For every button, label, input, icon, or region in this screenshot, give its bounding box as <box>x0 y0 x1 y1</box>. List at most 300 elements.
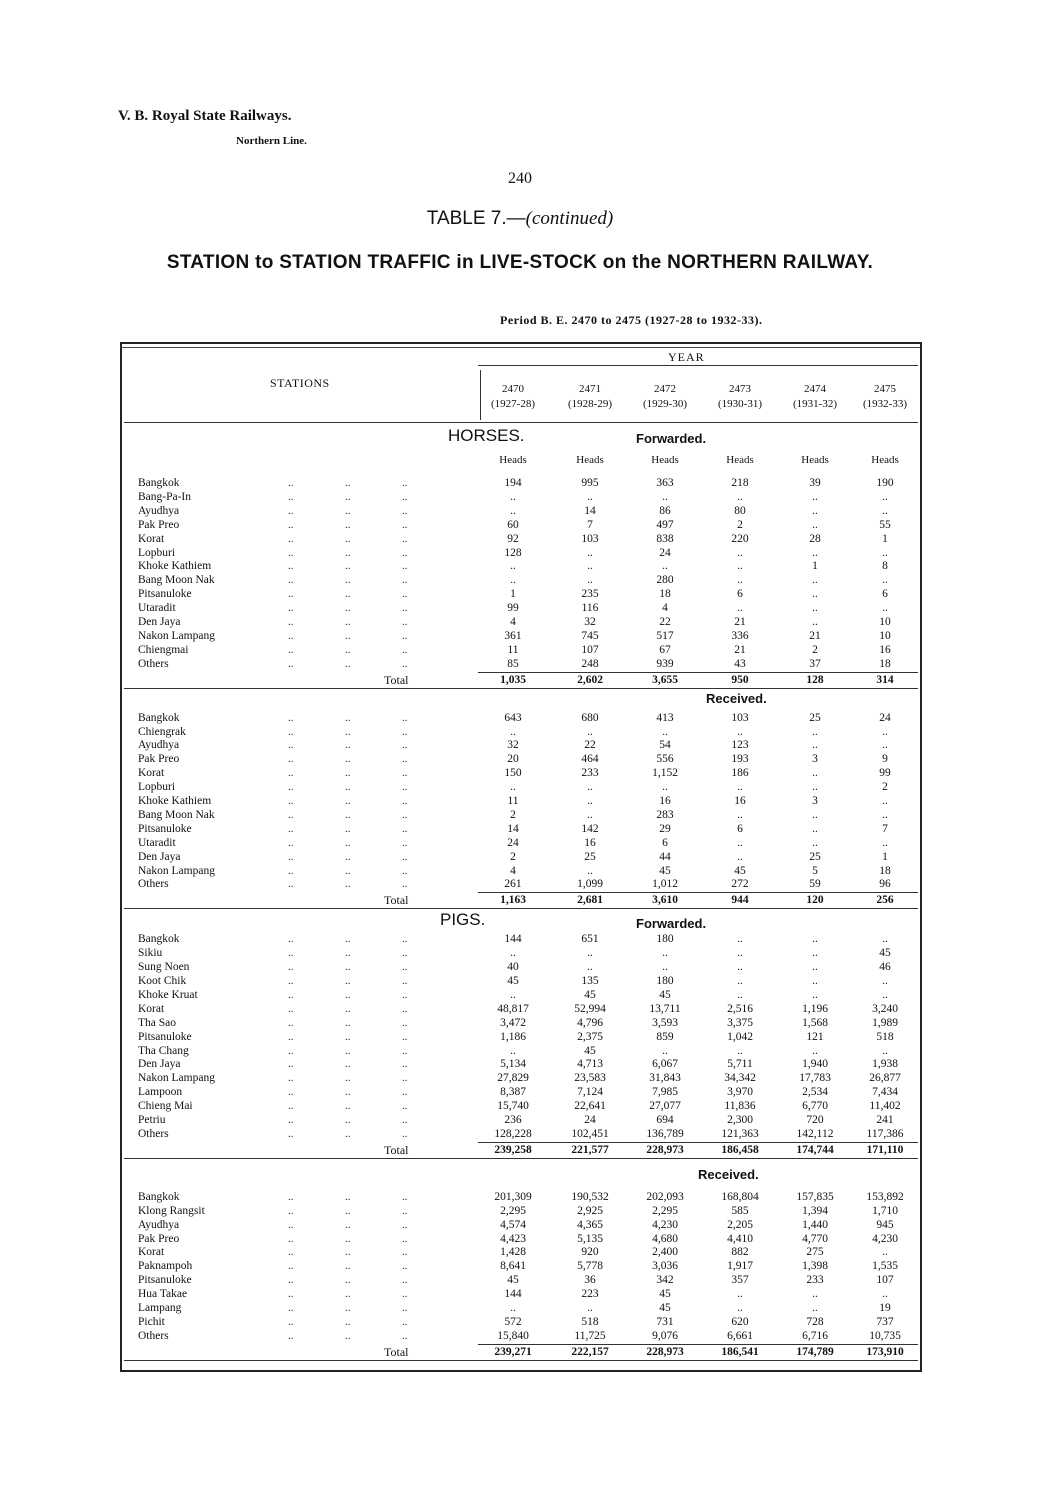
section-end-rule <box>124 908 918 909</box>
table-label-text: TABLE 7.— <box>426 208 526 229</box>
cell-value: 150 <box>504 767 522 780</box>
cell-value: 233 <box>806 1274 824 1287</box>
station-name: Korat <box>138 767 165 780</box>
cell-value: 27,077 <box>649 1100 681 1113</box>
cell-value: 92 <box>507 532 519 545</box>
cell-value: 2,375 <box>577 1030 603 1043</box>
cell-value: .. <box>587 560 593 573</box>
cell-value: .. <box>882 504 888 517</box>
leader-dot: .. <box>345 767 351 780</box>
station-name: Den Jaya <box>138 1058 181 1071</box>
cell-value: 44 <box>659 850 671 863</box>
leader-dot: .. <box>345 1302 351 1314</box>
leader-dot: .. <box>288 1002 294 1015</box>
leader-dot: .. <box>345 518 351 531</box>
cell-value: 128,228 <box>494 1127 532 1140</box>
cell-value: .. <box>737 836 743 849</box>
total-value: 2,681 <box>577 894 603 907</box>
cell-value: 731 <box>656 1315 674 1328</box>
cell-value: 275 <box>806 1246 824 1259</box>
cell-value: 1,012 <box>652 878 678 891</box>
cell-value: 2 <box>737 518 743 531</box>
cell-value: 7 <box>882 822 888 835</box>
station-name: Pak Preo <box>138 1232 180 1245</box>
station-name: Others <box>138 878 169 891</box>
leader-dot: .. <box>288 767 294 780</box>
cell-value: 25 <box>809 711 821 724</box>
table-row <box>0 946 1040 960</box>
cell-value: 52,994 <box>574 1002 606 1015</box>
cell-value: 7 <box>587 518 593 531</box>
station-name: Lampang <box>138 1302 182 1314</box>
leader-dot: .. <box>402 1329 408 1342</box>
cell-value: 737 <box>876 1315 894 1328</box>
cell-value: 24 <box>507 836 519 849</box>
leader-dots <box>288 836 468 850</box>
cell-value: .. <box>737 961 743 974</box>
leader-dot: .. <box>288 588 294 601</box>
table-row <box>0 1030 1040 1044</box>
leader-dot: .. <box>288 711 294 724</box>
cell-value: 22 <box>584 739 596 752</box>
leader-dot: .. <box>345 961 351 974</box>
table-row <box>0 573 1040 587</box>
cell-value: 25 <box>809 850 821 863</box>
leader-dot: .. <box>345 1016 351 1029</box>
table-frame-inner-rule <box>120 347 920 348</box>
cell-value: 2,516 <box>727 1002 753 1015</box>
leader-dot: .. <box>345 616 351 628</box>
leader-dots <box>288 1190 468 1204</box>
cell-value: 59 <box>809 878 821 891</box>
cell-value: .. <box>812 616 818 628</box>
cell-value: .. <box>510 1302 516 1314</box>
station-name: Khoke Kathiem <box>138 795 212 807</box>
cell-value: 556 <box>656 753 674 766</box>
cell-value: 6 <box>662 836 668 849</box>
cell-value: 186 <box>731 767 749 780</box>
cell-value: 26,877 <box>869 1072 901 1085</box>
cell-value: 128 <box>504 546 522 559</box>
leader-dot: .. <box>288 629 294 642</box>
cell-value: 518 <box>876 1030 894 1043</box>
cell-value: 32 <box>507 739 519 752</box>
cell-value: 144 <box>504 1288 522 1301</box>
leader-dot: .. <box>288 546 294 559</box>
leader-dot: .. <box>402 532 408 545</box>
table-row <box>0 932 1040 946</box>
leader-dot: .. <box>345 739 351 752</box>
year-column-header <box>850 382 920 412</box>
total-value: 186,541 <box>721 1345 759 1358</box>
leader-dot: .. <box>402 1086 408 1099</box>
cell-value: .. <box>882 490 888 503</box>
cell-value: 680 <box>581 711 599 724</box>
total-value: 2,602 <box>577 673 603 686</box>
cell-value: .. <box>812 1302 818 1314</box>
cell-value: 10 <box>879 629 891 642</box>
cell-value: .. <box>812 1288 818 1301</box>
table-row <box>0 1329 1040 1343</box>
leader-dot: .. <box>402 933 408 946</box>
cell-value: 2 <box>812 643 818 656</box>
cell-value: .. <box>737 975 743 987</box>
cell-value: 16 <box>584 836 596 849</box>
cell-value: 6 <box>882 588 888 601</box>
cell-value: 236 <box>504 1114 522 1126</box>
cell-value: 45 <box>584 988 596 1001</box>
year-be: 2473 <box>729 383 751 395</box>
section-title-pigs: PIGS. <box>440 910 486 930</box>
leader-dot: .. <box>288 1204 294 1217</box>
leader-dot: .. <box>288 560 294 573</box>
cell-value: 11,725 <box>574 1329 606 1342</box>
unit-label: Heads <box>499 454 527 466</box>
leader-dots <box>288 1016 468 1030</box>
leader-dot: .. <box>288 504 294 517</box>
cell-value: 745 <box>581 629 599 642</box>
cell-value: 86 <box>659 504 671 517</box>
leader-dot: .. <box>288 988 294 1001</box>
cell-value: 45 <box>507 975 519 987</box>
leader-dot: .. <box>345 1274 351 1287</box>
cell-value: 4,230 <box>652 1218 678 1231</box>
table-row <box>0 877 1040 891</box>
cell-value: 7,985 <box>652 1086 678 1099</box>
cell-value: 1 <box>882 532 888 545</box>
station-name: Lopburi <box>138 781 176 794</box>
leader-dots <box>288 808 468 822</box>
leader-dot: .. <box>345 1288 351 1301</box>
leader-dot: .. <box>288 657 294 670</box>
total-value: 128 <box>806 673 824 686</box>
cell-value: .. <box>737 602 743 615</box>
leader-dot: .. <box>288 1218 294 1231</box>
station-name: Nakon Lampang <box>138 1072 215 1085</box>
table-row <box>0 1245 1040 1259</box>
cell-value: 15,840 <box>497 1329 529 1342</box>
leader-dot: .. <box>345 1246 351 1259</box>
leader-dot: .. <box>288 781 294 794</box>
leader-dot: .. <box>288 1260 294 1273</box>
station-name: Lopburi <box>138 546 176 559</box>
leader-dots <box>288 1204 468 1218</box>
leader-dots <box>288 518 468 532</box>
leader-dot: .. <box>345 1044 351 1057</box>
cell-value: .. <box>737 781 743 794</box>
cell-value: 103 <box>581 532 599 545</box>
leader-dot: .. <box>402 602 408 615</box>
cell-value: .. <box>812 975 818 987</box>
cell-value: 48,817 <box>497 1002 529 1015</box>
total-row <box>0 1345 1040 1359</box>
leader-dots <box>288 1315 468 1329</box>
leader-dot: .. <box>345 795 351 807</box>
cell-value: .. <box>812 781 818 794</box>
leader-dot: .. <box>402 1288 408 1301</box>
station-name: Ayudhya <box>138 504 180 517</box>
table-title: STATION to STATION TRAFFIC in LIVE-STOCK on the NORTHERN RAILWAY. <box>166 252 874 273</box>
leader-dot: .. <box>402 616 408 628</box>
year-ad: (1932-33) <box>863 398 907 410</box>
total-value: 944 <box>731 894 749 907</box>
leader-dot: .. <box>288 1232 294 1245</box>
cell-value: 11 <box>507 643 519 656</box>
cell-value: 4,574 <box>500 1218 526 1231</box>
cell-value: 336 <box>731 629 749 642</box>
leader-dot: .. <box>288 1058 294 1071</box>
section-heading: V. B. Royal State Railways. <box>118 108 292 124</box>
cell-value: 4,365 <box>577 1218 603 1231</box>
leader-dot: .. <box>288 1030 294 1043</box>
cell-value: 1,940 <box>802 1058 828 1071</box>
table-row <box>0 476 1040 490</box>
cell-value: .. <box>812 725 818 738</box>
cell-value: .. <box>812 739 818 752</box>
leader-dot: .. <box>402 1204 408 1217</box>
cell-value: 3 <box>812 753 818 766</box>
table-row <box>0 1113 1040 1127</box>
cell-value: .. <box>882 739 888 752</box>
leader-dot: .. <box>288 477 294 489</box>
cell-value: 107 <box>581 643 599 656</box>
leader-dot: .. <box>345 1218 351 1231</box>
year-header: YEAR <box>668 350 705 364</box>
cell-value: 1,440 <box>802 1218 828 1231</box>
leader-dot: .. <box>402 1190 408 1203</box>
cell-value: 99 <box>879 767 891 780</box>
leader-dot: .. <box>345 1072 351 1085</box>
cell-value: 43 <box>734 657 746 670</box>
cell-value: .. <box>812 602 818 615</box>
table-row <box>0 643 1040 657</box>
cell-value: .. <box>812 947 818 960</box>
leader-dot: .. <box>345 1086 351 1099</box>
period-label: Period B. E. 2470 to 2475 (1927-28 to 1932-33). <box>500 313 763 327</box>
leader-dot: .. <box>345 504 351 517</box>
cell-value: 2,295 <box>652 1204 678 1217</box>
leader-dots <box>288 559 468 573</box>
cell-value: 9,076 <box>652 1329 678 1342</box>
table-row <box>0 988 1040 1002</box>
cell-value: 25 <box>584 850 596 863</box>
leader-dot: .. <box>345 643 351 656</box>
cell-value: 45 <box>584 1044 596 1057</box>
table-row <box>0 1071 1040 1085</box>
cell-value: .. <box>510 1044 516 1057</box>
leader-dot: .. <box>402 574 408 587</box>
unit-label: Heads <box>576 454 604 466</box>
station-name: Khoke Kruat <box>138 988 198 1001</box>
cell-value: 1 <box>812 560 818 573</box>
leader-dots <box>288 1044 468 1058</box>
cell-value: 3,375 <box>727 1016 753 1029</box>
cell-value: 23,583 <box>574 1072 606 1085</box>
leader-dot: .. <box>402 711 408 724</box>
cell-value: 28 <box>809 532 821 545</box>
leader-dots <box>288 850 468 864</box>
header-rule <box>124 422 918 423</box>
leader-dot: .. <box>402 1232 408 1245</box>
leader-dot: .. <box>402 1072 408 1085</box>
leader-dot: .. <box>402 864 408 877</box>
cell-value: 193 <box>731 753 749 766</box>
cell-value: 22,641 <box>574 1100 606 1113</box>
cell-value: 103 <box>731 711 749 724</box>
leader-dot: .. <box>288 616 294 628</box>
cell-value: 107 <box>876 1274 894 1287</box>
cell-value: 694 <box>656 1114 674 1126</box>
leader-dot: .. <box>288 1072 294 1085</box>
cell-value: 517 <box>656 629 674 642</box>
table-row <box>0 1204 1040 1218</box>
station-name: Bang Moon Nak <box>138 808 215 821</box>
cell-value: 6 <box>737 588 743 601</box>
year-be: 2471 <box>579 383 601 395</box>
table-row <box>0 822 1040 836</box>
cell-value: 939 <box>656 657 674 670</box>
cell-value: 180 <box>656 975 674 987</box>
cell-value: 2,300 <box>727 1114 753 1126</box>
leader-dot: .. <box>402 725 408 738</box>
cell-value: 241 <box>876 1114 894 1126</box>
cell-value: .. <box>737 808 743 821</box>
cell-value: 29 <box>659 822 671 835</box>
cell-value: 518 <box>581 1315 599 1328</box>
cell-value: 5,135 <box>577 1232 603 1245</box>
cell-value: .. <box>812 588 818 601</box>
cell-value: 248 <box>581 657 599 670</box>
cell-value: 21 <box>809 629 821 642</box>
cell-value: .. <box>812 574 818 587</box>
leader-dot: .. <box>345 725 351 738</box>
cell-value: .. <box>662 560 668 573</box>
leader-dot: .. <box>402 988 408 1001</box>
cell-value: 357 <box>731 1274 749 1287</box>
leader-dots <box>288 615 468 629</box>
cell-value: 651 <box>581 933 599 946</box>
table-row <box>0 794 1040 808</box>
cell-value: 643 <box>504 711 522 724</box>
leader-dot: .. <box>345 1058 351 1071</box>
total-row <box>0 893 1040 907</box>
table-row <box>0 601 1040 615</box>
station-name: Others <box>138 1127 169 1140</box>
cell-value: 272 <box>731 878 749 891</box>
cell-value: 945 <box>876 1218 894 1231</box>
year-rule <box>478 365 918 366</box>
station-name: Bang-Pa-In <box>138 490 192 503</box>
cell-value: 60 <box>507 518 519 531</box>
year-column-header <box>555 382 625 412</box>
leader-dots <box>288 1071 468 1085</box>
leader-dot: .. <box>345 988 351 1001</box>
table-row <box>0 780 1040 794</box>
leader-dot: .. <box>345 878 351 891</box>
cell-value: 14 <box>584 504 596 517</box>
cell-value: 202,093 <box>646 1190 684 1203</box>
station-name: Bangkok <box>138 933 180 946</box>
cell-value: .. <box>510 988 516 1001</box>
year-be: 2470 <box>502 383 524 395</box>
leader-dot: .. <box>402 822 408 835</box>
cell-value: 7,124 <box>577 1086 603 1099</box>
leader-dots <box>288 1232 468 1246</box>
table-row <box>0 711 1040 725</box>
leader-dots <box>288 1099 468 1113</box>
cell-value: 342 <box>656 1274 674 1287</box>
station-name: Bangkok <box>138 1190 180 1203</box>
total-value: 222,157 <box>571 1345 609 1358</box>
cell-value: 144 <box>504 933 522 946</box>
station-name: Pak Preo <box>138 518 180 531</box>
cell-value: 31,843 <box>649 1072 681 1085</box>
cell-value: 153,892 <box>866 1190 904 1203</box>
cell-value: 2 <box>510 850 516 863</box>
cell-value: .. <box>587 725 593 738</box>
cell-value: 85 <box>507 657 519 670</box>
leader-dot: .. <box>345 602 351 615</box>
leader-dot: .. <box>345 477 351 489</box>
leader-dot: .. <box>345 1002 351 1015</box>
cell-value: 585 <box>731 1204 749 1217</box>
table-row <box>0 960 1040 974</box>
leader-dot: .. <box>345 1232 351 1245</box>
table-row <box>0 629 1040 643</box>
leader-dot: .. <box>402 629 408 642</box>
leader-dot: .. <box>288 725 294 738</box>
cell-value: 123 <box>731 739 749 752</box>
cell-value: .. <box>737 988 743 1001</box>
cell-value: .. <box>587 961 593 974</box>
leader-dot: .. <box>402 1218 408 1231</box>
cell-value: 190,532 <box>571 1190 609 1203</box>
table-row <box>0 559 1040 573</box>
leader-dot: .. <box>345 753 351 766</box>
leader-dot: .. <box>402 1315 408 1328</box>
table-row <box>0 1127 1040 1141</box>
table-row <box>0 850 1040 864</box>
leader-dot: .. <box>402 753 408 766</box>
leader-dots <box>288 1273 468 1287</box>
leader-dot: .. <box>288 1315 294 1328</box>
cell-value: .. <box>662 947 668 960</box>
cell-value: 7,434 <box>872 1086 898 1099</box>
leader-dots <box>288 877 468 891</box>
year-column-header <box>630 382 700 412</box>
total-value: 314 <box>876 673 894 686</box>
cell-value: .. <box>812 988 818 1001</box>
cell-value: 5,134 <box>500 1058 526 1071</box>
leader-dot: .. <box>402 560 408 573</box>
year-column-header <box>705 382 775 412</box>
total-value: 1,163 <box>500 894 526 907</box>
cell-value: 8,387 <box>500 1086 526 1099</box>
leader-dot: .. <box>402 808 408 821</box>
station-name: Tha Chang <box>138 1044 189 1057</box>
cell-value: 1,938 <box>872 1058 898 1071</box>
leader-dot: .. <box>402 1274 408 1287</box>
table-row <box>0 518 1040 532</box>
cell-value: 620 <box>731 1315 749 1328</box>
table-row <box>0 1287 1040 1301</box>
table-row <box>0 766 1040 780</box>
station-name: Lampoon <box>138 1086 183 1099</box>
cell-value: 4 <box>510 864 516 877</box>
cell-value: 1,710 <box>872 1204 898 1217</box>
cell-value: 1 <box>882 850 888 863</box>
cell-value: 1,535 <box>872 1260 898 1273</box>
